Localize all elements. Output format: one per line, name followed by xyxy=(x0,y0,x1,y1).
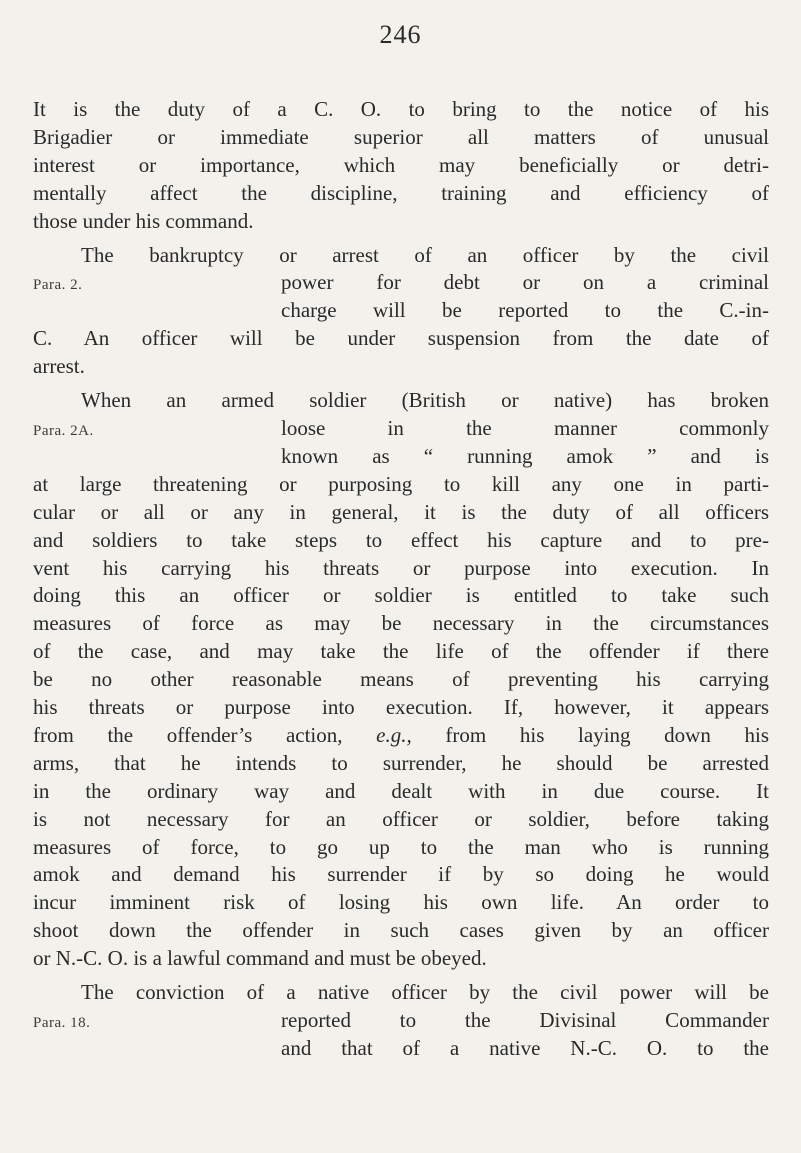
text-line: cular or all or any in general, it is the duty of all officers xyxy=(33,499,769,524)
text-line: arms, that he intends to surrender, he should be arrested xyxy=(33,750,769,775)
text-line: vent his carrying his threats or purpose into execution. In xyxy=(33,555,769,580)
text-line: power for debt or on a criminal xyxy=(281,270,769,295)
hang-lines xyxy=(281,415,769,471)
side-note-para-2: Para. 2. xyxy=(33,277,83,294)
hang-lines xyxy=(281,269,769,325)
text-line-eg xyxy=(33,722,769,750)
text-fragment: from his laying down his xyxy=(445,722,769,747)
text-line: doing this an officer or soldier is entitled to take such xyxy=(33,583,769,608)
eg-italic: e.g., xyxy=(376,722,412,747)
text-line: Brigadier or immediate superior all matters of unusual xyxy=(33,124,769,149)
paragraph-bankruptcy xyxy=(33,242,769,382)
side-note-para-18: Para. 18. xyxy=(33,1015,91,1031)
text-line: charge will be reported to the C.-in- xyxy=(281,298,769,323)
paragraph-conviction xyxy=(33,979,769,1063)
text-line: and that of a native N.-C. O. to the xyxy=(281,1035,769,1060)
text-line: his threats or purpose into execution. If, however, it appears xyxy=(33,695,769,720)
text-line: be no other reasonable means of preventing his carrying xyxy=(33,667,769,692)
text-line: loose in the manner commonly xyxy=(281,415,769,440)
text-line: interest or importance, which may beneficially or detri- xyxy=(33,152,769,177)
text-line: mentally affect the discipline, training and efficiency of xyxy=(33,180,769,205)
text-line: measures of force as may be necessary in the circumstances xyxy=(33,611,769,636)
hang-lines xyxy=(281,1007,769,1063)
text-line: at large threatening or purposing to kill any one in parti- xyxy=(33,471,769,496)
text-line: incur imminent risk of losing his own life. An order to xyxy=(33,890,769,915)
text-line: The conviction of a native officer by the civil power will be xyxy=(81,980,769,1005)
text-line: known as “ running amok ” and is xyxy=(281,443,769,468)
hanging-block xyxy=(33,415,769,471)
page-number: 246 xyxy=(379,20,422,49)
text-line: amok and demand his surrender if by so doing he would xyxy=(33,862,769,887)
paragraph-duty-of-co xyxy=(33,96,769,236)
text-line: measures of force, to go up to the man who is running xyxy=(33,834,769,859)
text-line: C. An officer will be under suspension from the date of xyxy=(33,326,769,351)
text-line: in the ordinary way and dealt with in due course. It xyxy=(33,778,769,803)
text-line: is not necessary for an officer or soldier, before taking xyxy=(33,806,769,831)
text-line: The bankruptcy or arrest of an officer by the civil xyxy=(81,242,769,267)
hanging-block xyxy=(33,1007,769,1063)
text-line: reported to the Divisinal Commander xyxy=(281,1008,769,1032)
text-fragment: from the offender’s action, xyxy=(33,722,343,747)
paragraph-running-amok xyxy=(33,387,769,973)
text-line: and soldiers to take steps to effect his capture and to pre- xyxy=(33,527,769,552)
text-line: those under his command. xyxy=(33,208,254,233)
text-line: or N.-C. O. is a lawful command and must be obeyed. xyxy=(33,946,487,971)
text-line: of the case, and may take the life of the offender if there xyxy=(33,639,769,664)
text-line: arrest. xyxy=(33,354,85,379)
text-line: It is the duty of a C. O. to bring to the notice of his xyxy=(33,97,769,121)
text-line: When an armed soldier (British or native) has broken xyxy=(81,388,769,413)
side-note-para-2a: Para. 2A. xyxy=(33,422,94,439)
body-text xyxy=(33,96,769,1069)
hanging-block xyxy=(33,269,769,325)
text-line: shoot down the offender in such cases given by an officer xyxy=(33,918,769,943)
